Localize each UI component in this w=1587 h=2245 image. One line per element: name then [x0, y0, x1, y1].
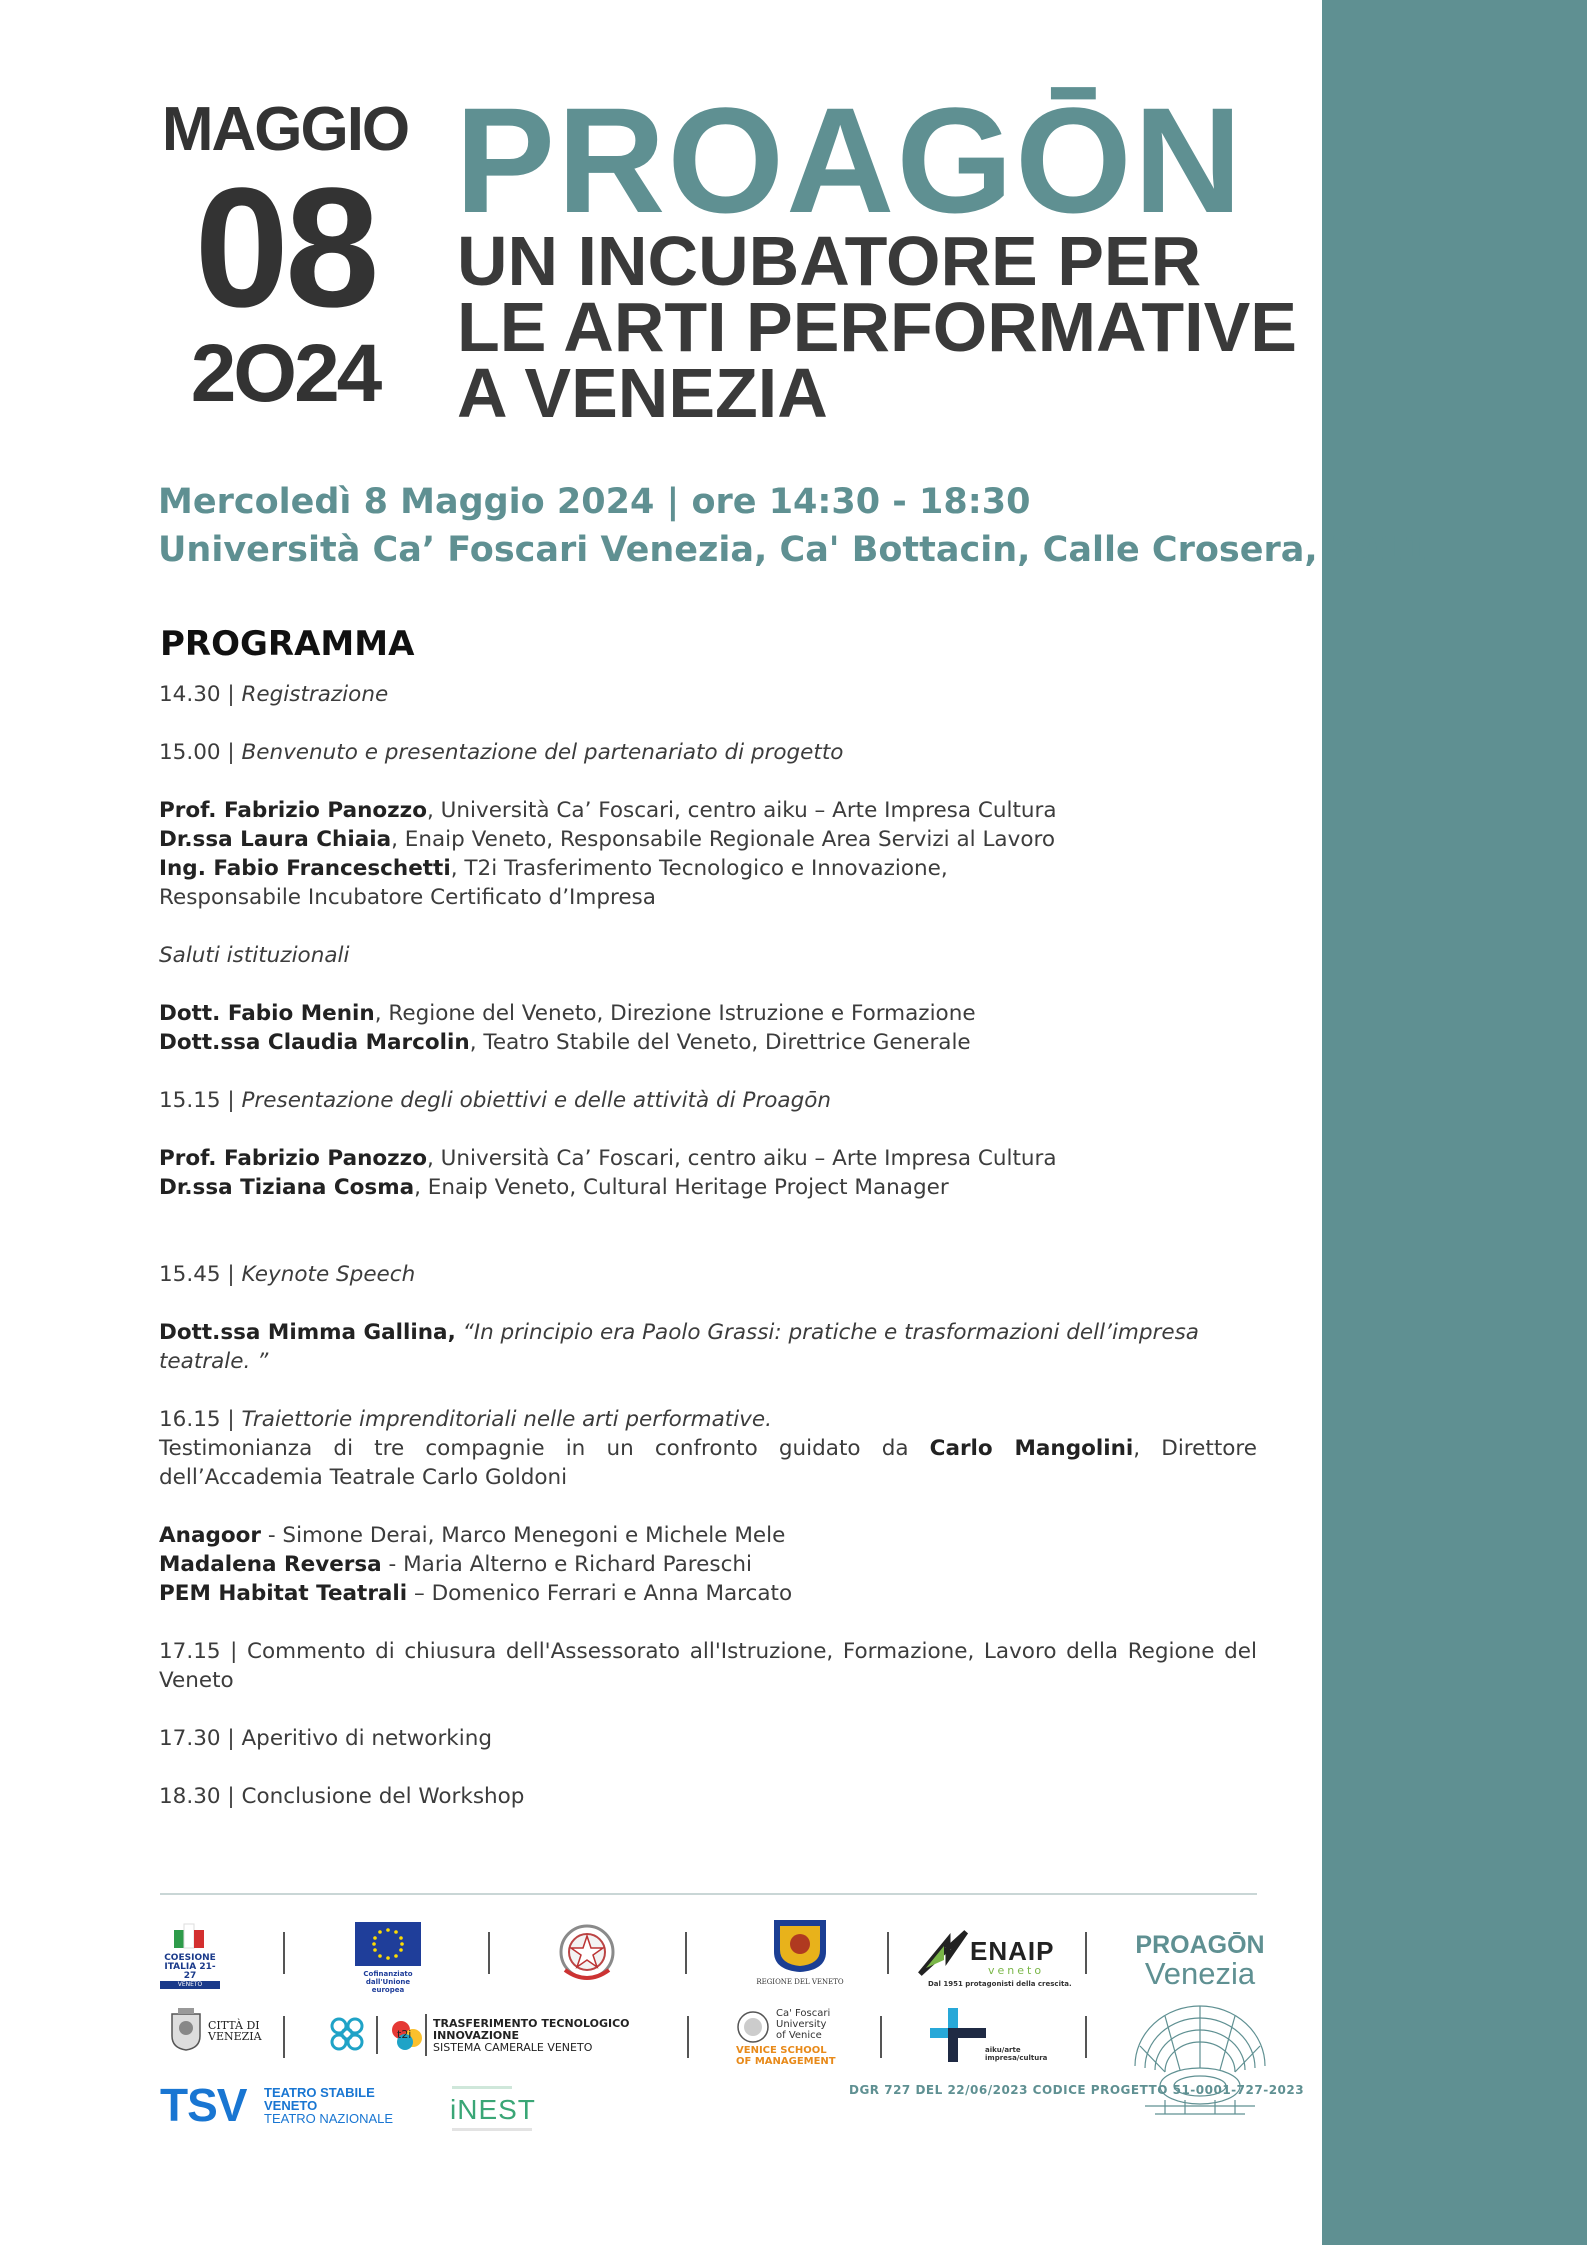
tsv-text: TSV [160, 2079, 247, 2131]
t2i-text: INNOVAZIONE [433, 2029, 519, 2042]
company [159, 1579, 1257, 1608]
t2i-text: TRASFERIMENTO TECNOLOGICO [433, 2017, 630, 2030]
item-title: Registrazione [241, 682, 389, 707]
star-emblem-icon [555, 1920, 619, 1986]
speaker-role: , Enaip Veneto, Responsabile Regionale Area Servizi al Lavoro [391, 827, 1056, 852]
speaker-role: , Università Ca’ Foscari, centro aiku – Arte Impresa Cultura [426, 1146, 1057, 1171]
cf-school: OF MANAGEMENT [736, 2056, 836, 2067]
date-month: MAGGIO [161, 95, 409, 164]
greetings-text: Saluti istituzionali [159, 943, 350, 968]
program-item [159, 1405, 1257, 1434]
svg-text:t2i: t2i [397, 2028, 412, 2041]
program-item [159, 1086, 1257, 1115]
company-name: Madalena Reversa [159, 1552, 382, 1577]
speaker-name: Prof. Fabrizio Panozzo [159, 798, 427, 823]
speaker-name: Dott.ssa Mimma Gallina, [159, 1320, 456, 1345]
coesione-text: ITALIA 21-27 [164, 1962, 216, 1981]
speaker-name: Dr.ssa Tiziana Cosma [159, 1175, 415, 1200]
description-text: Testimonianza di tre compagnie in un confronto guidato da [159, 1436, 930, 1461]
speaker-name: Prof. Fabrizio Panozzo [159, 1146, 427, 1171]
cf-text: University [776, 2019, 827, 2030]
event-info [158, 478, 1427, 574]
enaip-arrow-icon [918, 1928, 968, 1976]
cf-text: of Venice [776, 2030, 822, 2041]
subtitle-line: A VENEZIA [457, 354, 828, 432]
eu-text: dall'Unione europea [365, 1978, 411, 1994]
speaker-role: , Università Ca’ Foscari, centro aiku – Arte Impresa Cultura [426, 798, 1057, 823]
speaker-role-cont: Responsabile Incubatore Certificato d’Impresa [159, 885, 656, 910]
date-day: 08 [194, 153, 376, 343]
description-text: , Direttore dell’Accademia Teatrale Carlo Goldoni [159, 1436, 1258, 1490]
speaker [159, 825, 1257, 854]
item-time: 15.00 | [159, 740, 242, 765]
inest-text: iNEST [450, 2094, 536, 2125]
speaker [159, 999, 1257, 1028]
company-members: - Simone Derai, Marco Menegoni e Michele Mele [261, 1523, 786, 1548]
coesione-text: COESIONE [164, 1953, 216, 1963]
speaker [159, 796, 1257, 825]
coesione-text: VENETO [160, 1981, 220, 1989]
enaip-text: ENAIP [970, 1936, 1055, 1966]
logo-separator [887, 1932, 889, 1974]
speaker-name: Ing. Fabio Franceschetti [159, 856, 451, 881]
citta-text: CITTÀ DI [208, 2019, 260, 2032]
speaker-role: , Enaip Veneto, Cultural Heritage Project Manager [414, 1175, 949, 1200]
speaker [159, 854, 1257, 883]
speaker-role: , Teatro Stabile del Veneto, Direttrice Generale [469, 1030, 971, 1055]
theatre-icon [1125, 1996, 1275, 2126]
logo-separator [687, 2016, 689, 2058]
speaker-name: Dott.ssa Claudia Marcolin [159, 1030, 470, 1055]
project-code: DGR 727 DEL 22/06/2023 CODICE PROGETTO 51-0001-727-2023 [849, 2083, 1305, 2097]
program-list [159, 680, 1257, 1811]
tsv-sub: TEATRO STABILE [264, 2085, 375, 2100]
ca-foscari-seal-icon [736, 2010, 770, 2044]
program-item: 17.30 | Aperitivo di networking [159, 1726, 492, 1751]
subtitle-line: UN INCUBATORE PER [457, 222, 1202, 300]
sidebar-band [1322, 0, 1587, 2245]
enaip-sub: veneto [988, 1964, 1045, 1977]
logo-separator [488, 1932, 490, 1974]
item-title: Benvenuto e presentazione del partenariato di progetto [241, 740, 844, 765]
speaker-name: Dott. Fabio Menin [159, 1001, 375, 1026]
aiku-cross-icon [930, 2008, 986, 2062]
event-date [150, 95, 420, 419]
eu-logo [353, 1922, 423, 1994]
speaker [159, 1028, 1257, 1057]
proagon-text: PROAGŌN [1135, 1931, 1265, 1959]
aiku-text: impresa/cultura [985, 2054, 1048, 2062]
logo-separator [283, 2016, 285, 2058]
program-item [159, 738, 1257, 767]
t2i-text: SISTEMA CAMERALE VENETO [433, 2041, 593, 2054]
event-when: Mercoledì 8 Maggio 2024 | ore 14:30 - 18:30 [158, 482, 1031, 522]
item-title: Keynote Speech [241, 1262, 416, 1287]
company-name: Anagoor [159, 1523, 261, 1548]
subtitle [457, 222, 1297, 432]
date-year: 2O24 [190, 328, 380, 419]
tsv-sub: VENETO [264, 2098, 318, 2113]
repubblica-emblem [555, 1920, 619, 1990]
item-time: 15.45 | [159, 1262, 242, 1287]
company [159, 1550, 1257, 1579]
company-name: PEM Habitat Teatrali [159, 1581, 408, 1606]
aiku-logo [930, 2008, 1050, 2064]
logo-separator [283, 1932, 285, 1974]
item-title: Traiettorie imprenditoriali nelle arti performative. [241, 1407, 772, 1432]
tsv-sub: TEATRO NAZIONALE [264, 2111, 394, 2126]
logo-separator [1085, 1932, 1087, 1974]
item-time: 14.30 | [159, 682, 242, 707]
subtitle-line: LE ARTI PERFORMATIVE [457, 288, 1297, 366]
eu-text: Cofinanziato [363, 1970, 413, 1978]
proagon-city: Venezia [1144, 1956, 1256, 1991]
tsv-logo [160, 2079, 410, 2132]
eu-flag-icon [355, 1922, 421, 1966]
speaker [159, 1173, 1257, 1202]
speaker [159, 1144, 1257, 1173]
item-title: Presentazione degli obiettivi e delle attività di Proagōn [241, 1088, 832, 1113]
item-description [159, 1434, 1257, 1492]
cf-school: VENICE SCHOOL [736, 2045, 827, 2056]
speaker-role: , Regione del Veneto, Direzione Istruzione e Formazione [374, 1001, 976, 1026]
ca-foscari-logo [736, 2008, 846, 2068]
enaip-tagline: Dal 1951 protagonisti della crescita. [928, 1980, 1072, 1988]
footer-divider [160, 1893, 1257, 1895]
t2i-mark-icon [325, 2012, 435, 2058]
moderator-name: Carlo Mangolini [929, 1436, 1134, 1461]
logo-separator [880, 2016, 882, 2058]
venezia-crest-icon [168, 2008, 204, 2052]
page-title: PROAGŌN [455, 76, 1245, 244]
proagon-logo [1125, 1932, 1275, 2130]
inest-logo [450, 2082, 570, 2138]
aiku-text: aiku/arte [985, 2046, 1021, 2054]
logo-separator [685, 1932, 687, 1974]
program-heading: PROGRAMMA [160, 624, 415, 664]
program-item [159, 1260, 1257, 1289]
logo-separator [1085, 2016, 1087, 2058]
company [159, 1521, 1257, 1550]
regione-logo [755, 1918, 845, 1986]
citta-text: VENEZIA [208, 2030, 262, 2043]
coesione-icon [170, 1922, 210, 1950]
greetings-label [159, 941, 1257, 970]
company-members: - Maria Alterno e Richard Pareschi [381, 1552, 753, 1577]
program-item [159, 680, 1257, 709]
talk-title: “In principio era Paolo Grassi: pratiche e trasformazioni dell’impresa teatrale. ” [159, 1320, 1199, 1374]
regione-text: REGIONE DEL VENETO [756, 1978, 844, 1986]
cf-text: Ca' Foscari [776, 2008, 831, 2019]
coesione-logo [160, 1922, 220, 1989]
program-item: 18.30 | Conclusione del Workshop [159, 1784, 525, 1809]
speaker-role: , T2i Trasferimento Tecnologico e Innovazione, [450, 856, 948, 881]
event-where: Università Ca’ Foscari Venezia, Ca' Bottacin, Calle Crosera, 3911 [158, 530, 1428, 570]
speaker-name: Dr.ssa Laura Chiaia [159, 827, 392, 852]
program-item: 17.15 | Commento di chiusura dell'Assessorato all'Istruzione, Formazione, Lavoro della Regione del Veneto [159, 1639, 1257, 1693]
item-time: 15.15 | [159, 1088, 242, 1113]
company-members: – Domenico Ferrari e Anna Marcato [407, 1581, 793, 1606]
keynote-speaker [159, 1318, 1257, 1376]
lion-crest-icon [770, 1918, 830, 1974]
item-time: 16.15 | [159, 1407, 242, 1432]
t2i-logo [325, 2012, 665, 2062]
